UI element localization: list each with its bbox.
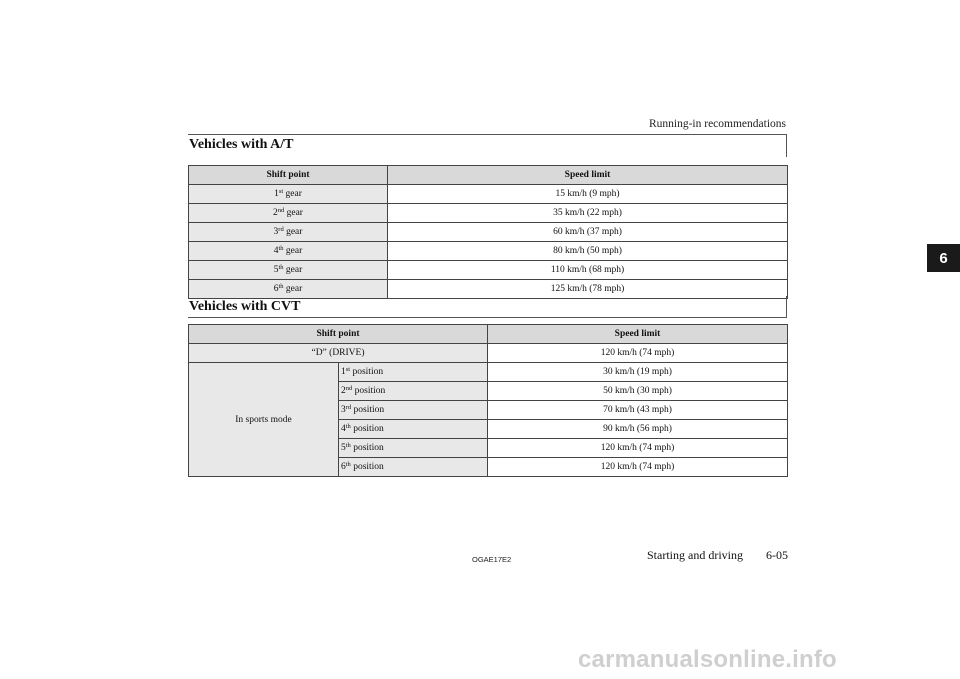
- column-header-shift-point: Shift point: [189, 166, 388, 185]
- speed-limit-cell: 60 km/h (37 mph): [388, 223, 788, 242]
- table-row: [189, 242, 788, 261]
- sports-mode-cell: In sports mode: [189, 363, 339, 477]
- chapter-tab: 6: [927, 244, 960, 272]
- shift-point-cell: 5th position: [339, 439, 488, 458]
- speed-limit-cell: 120 km/h (74 mph): [488, 458, 788, 477]
- speed-limit-cell: 110 km/h (68 mph): [388, 261, 788, 280]
- cvt-heading-text: Vehicles with CVT: [189, 299, 301, 314]
- shift-point-cell: 3rd gear: [189, 223, 388, 242]
- column-header-speed-limit: Speed limit: [488, 325, 788, 344]
- shift-point-cell: 2nd gear: [189, 204, 388, 223]
- shift-point-cell: 5th gear: [189, 261, 388, 280]
- shift-point-cell: 6th gear: [189, 280, 388, 299]
- watermark: carmanualsonline.info: [578, 646, 837, 673]
- table-row: [189, 204, 788, 223]
- table-row: [189, 185, 788, 204]
- speed-limit-cell: 90 km/h (56 mph): [488, 420, 788, 439]
- table-row: [189, 261, 788, 280]
- table-header-row: [189, 325, 788, 344]
- table-row: [189, 363, 788, 382]
- shift-point-cell: 6th position: [339, 458, 488, 477]
- shift-point-cell: 1st position: [339, 363, 488, 382]
- cvt-speed-table: [188, 324, 788, 477]
- shift-point-cell: 4th gear: [189, 242, 388, 261]
- table-header-row: [189, 166, 788, 185]
- drive-shift-point-cell: “D” (DRIVE): [189, 344, 488, 363]
- shift-point-cell: 1st gear: [189, 185, 388, 204]
- speed-limit-cell: 80 km/h (50 mph): [388, 242, 788, 261]
- at-speed-table: [188, 165, 788, 299]
- speed-limit-cell: 120 km/h (74 mph): [488, 439, 788, 458]
- shift-point-cell: 2nd position: [339, 382, 488, 401]
- speed-limit-cell: 125 km/h (78 mph): [388, 280, 788, 299]
- shift-point-cell: 3rd position: [339, 401, 488, 420]
- cvt-heading: [188, 296, 787, 318]
- table-row: [189, 344, 788, 363]
- column-header-speed-limit: Speed limit: [388, 166, 788, 185]
- at-heading-text: Vehicles with A/T: [189, 137, 294, 152]
- speed-limit-cell: 30 km/h (19 mph): [488, 363, 788, 382]
- column-header-shift-point: Shift point: [189, 325, 488, 344]
- speed-limit-cell: 70 km/h (43 mph): [488, 401, 788, 420]
- footer-section-title: Starting and driving: [647, 548, 743, 562]
- running-header: Running-in recommendations: [648, 118, 786, 130]
- at-heading: [188, 134, 787, 156]
- speed-limit-cell: 15 km/h (9 mph): [388, 185, 788, 204]
- speed-limit-cell: 35 km/h (22 mph): [388, 204, 788, 223]
- shift-point-cell: 4th position: [339, 420, 488, 439]
- speed-limit-cell: 50 km/h (30 mph): [488, 382, 788, 401]
- speed-limit-cell: 120 km/h (74 mph): [488, 344, 788, 363]
- document-code: OGAE17E2: [472, 555, 512, 564]
- table-row: [189, 223, 788, 242]
- page-number: 6-05: [766, 548, 788, 562]
